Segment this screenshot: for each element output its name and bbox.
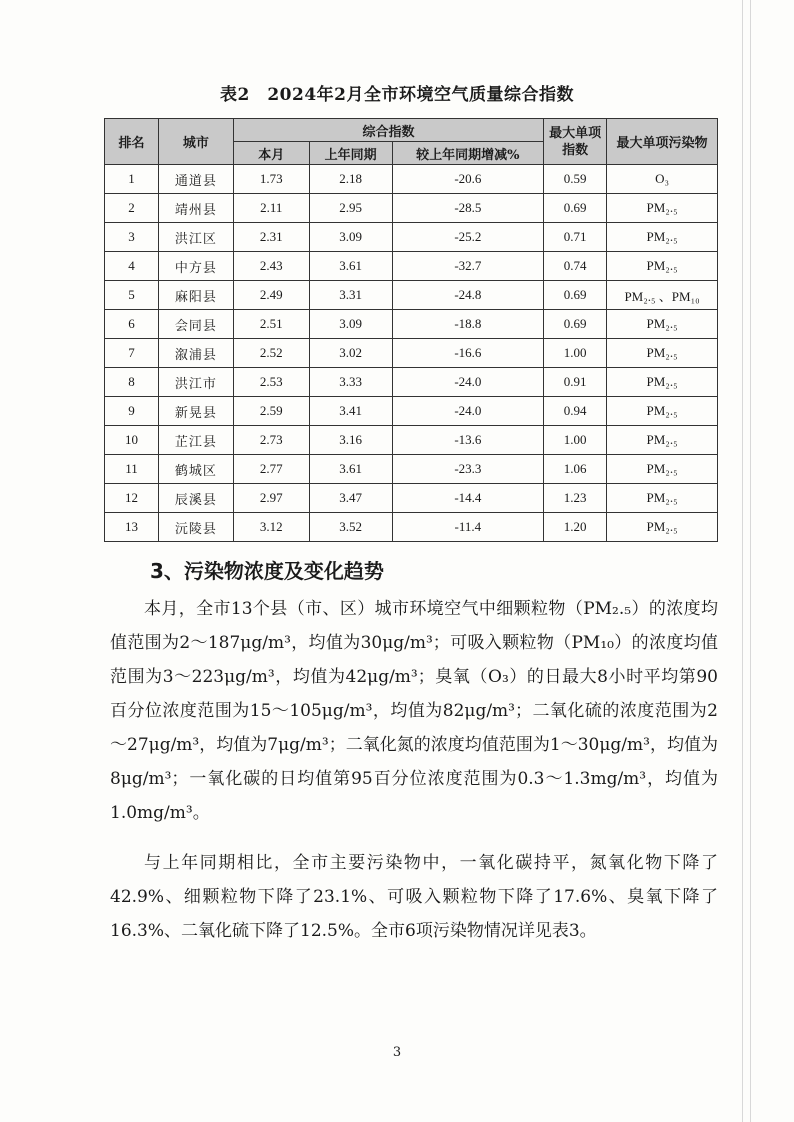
cell-change: -24.0 bbox=[392, 368, 544, 397]
cell-max-index: 0.91 bbox=[544, 368, 607, 397]
cell-change: -24.0 bbox=[392, 397, 544, 426]
cell-change: -13.6 bbox=[392, 426, 544, 455]
cell-current: 2.51 bbox=[233, 310, 309, 339]
cell-rank: 9 bbox=[105, 397, 159, 426]
cell-change: -24.8 bbox=[392, 281, 544, 310]
header-current: 本月 bbox=[233, 142, 309, 165]
header-max-pollutant: 最大单项污染物 bbox=[607, 119, 718, 165]
cell-max-index: 1.00 bbox=[544, 339, 607, 368]
cell-change: -32.7 bbox=[392, 252, 544, 281]
cell-current: 2.31 bbox=[233, 223, 309, 252]
section-heading: 3、污染物浓度及变化趋势 bbox=[150, 559, 384, 583]
cell-change: -18.8 bbox=[392, 310, 544, 339]
cell-city: 芷江县 bbox=[158, 426, 233, 455]
cell-pollutant: PM₂.₅ bbox=[607, 397, 718, 426]
cell-rank: 7 bbox=[105, 339, 159, 368]
cell-city: 鹤城区 bbox=[158, 455, 233, 484]
table-row bbox=[105, 310, 718, 339]
cell-max-index: 0.71 bbox=[544, 223, 607, 252]
cell-current: 2.52 bbox=[233, 339, 309, 368]
cell-max-index: 1.23 bbox=[544, 484, 607, 513]
header-city: 城市 bbox=[158, 119, 233, 165]
cell-pollutant: PM₂.₅ bbox=[607, 339, 718, 368]
table-row bbox=[105, 484, 718, 513]
table-body bbox=[105, 165, 718, 542]
cell-current: 2.77 bbox=[233, 455, 309, 484]
table-row bbox=[105, 339, 718, 368]
cell-max-index: 0.74 bbox=[544, 252, 607, 281]
cell-last-year: 3.41 bbox=[309, 397, 392, 426]
cell-pollutant: O₃ bbox=[607, 165, 718, 194]
cell-last-year: 2.95 bbox=[309, 194, 392, 223]
cell-change: -20.6 bbox=[392, 165, 544, 194]
cell-change: -28.5 bbox=[392, 194, 544, 223]
cell-city: 会同县 bbox=[158, 310, 233, 339]
cell-current: 3.12 bbox=[233, 513, 309, 542]
cell-city: 洪江区 bbox=[158, 223, 233, 252]
cell-current: 2.43 bbox=[233, 252, 309, 281]
cell-rank: 3 bbox=[105, 223, 159, 252]
cell-current: 2.97 bbox=[233, 484, 309, 513]
cell-max-index: 0.94 bbox=[544, 397, 607, 426]
cell-pollutant: PM₂.₅ bbox=[607, 252, 718, 281]
table-row bbox=[105, 368, 718, 397]
cell-last-year: 3.61 bbox=[309, 252, 392, 281]
cell-last-year: 3.09 bbox=[309, 223, 392, 252]
cell-change: -25.2 bbox=[392, 223, 544, 252]
cell-current: 2.49 bbox=[233, 281, 309, 310]
cell-city: 麻阳县 bbox=[158, 281, 233, 310]
cell-pollutant: PM₂.₅ bbox=[607, 223, 718, 252]
table-row bbox=[105, 252, 718, 281]
header-max-index: 最大单项指数 bbox=[544, 119, 607, 165]
cell-max-index: 1.06 bbox=[544, 455, 607, 484]
cell-rank: 12 bbox=[105, 484, 159, 513]
cell-rank: 1 bbox=[105, 165, 159, 194]
cell-last-year: 3.52 bbox=[309, 513, 392, 542]
cell-city: 通道县 bbox=[158, 165, 233, 194]
cell-last-year: 3.02 bbox=[309, 339, 392, 368]
air-quality-table bbox=[104, 118, 718, 542]
cell-pollutant: PM₂.₅ bbox=[607, 368, 718, 397]
table-row bbox=[105, 281, 718, 310]
paragraph: 本月，全市13个县（市、区）城市环境空气中细颗粒物（PM₂.₅）的浓度均值范围为2～187μg/m³，均值为30μg/m³；可吸入颗粒物（PM₁₀）的浓度均值范围为3～223μg/m³，均值为42μg/m³；臭氧（O₃）的日最大8小时平均第90百分位浓度范围为15～105μg/m³，均值为82μg/m³；二氧化硫的浓度范围为2～27μg/m³，均值为7μg/m³；二氧化氮的浓度均值范围为1～30μg/m³，均值为8μg/m³；一氧化碳的日均值第95百分位浓度范围为0.3～1.3mg/m³，均值为1.0mg/m³。 bbox=[110, 599, 718, 823]
cell-current: 1.73 bbox=[233, 165, 309, 194]
cell-rank: 2 bbox=[105, 194, 159, 223]
header-change: 较上年同期增减% bbox=[392, 142, 544, 165]
cell-max-index: 1.20 bbox=[544, 513, 607, 542]
table-row bbox=[105, 426, 718, 455]
cell-pollutant: PM₂.₅ bbox=[607, 513, 718, 542]
cell-city: 辰溪县 bbox=[158, 484, 233, 513]
cell-change: -14.4 bbox=[392, 484, 544, 513]
cell-rank: 4 bbox=[105, 252, 159, 281]
cell-city: 靖州县 bbox=[158, 194, 233, 223]
table-row bbox=[105, 223, 718, 252]
cell-city: 溆浦县 bbox=[158, 339, 233, 368]
paragraph: 与上年同期相比，全市主要污染物中，一氧化碳持平，氮氧化物下降了42.9%、细颗粒物下降了23.1%、可吸入颗粒物下降了17.6%、臭氧下降了16.3%、二氧化硫下降了12.5%。全市6项污染物情况详见表3。 bbox=[110, 853, 718, 941]
page-edge-line bbox=[750, 0, 751, 1122]
cell-rank: 5 bbox=[105, 281, 159, 310]
header-rank: 排名 bbox=[105, 119, 159, 165]
cell-pollutant: PM₂.₅ bbox=[607, 426, 718, 455]
cell-max-index: 0.69 bbox=[544, 194, 607, 223]
table-row bbox=[105, 397, 718, 426]
cell-last-year: 3.31 bbox=[309, 281, 392, 310]
cell-pollutant: PM₂.₅ bbox=[607, 455, 718, 484]
cell-max-index: 0.69 bbox=[544, 281, 607, 310]
cell-max-index: 0.69 bbox=[544, 310, 607, 339]
cell-city: 洪江市 bbox=[158, 368, 233, 397]
cell-last-year: 3.09 bbox=[309, 310, 392, 339]
cell-pollutant: PM₂.₅ 、PM₁₀ bbox=[607, 281, 718, 310]
cell-rank: 10 bbox=[105, 426, 159, 455]
header-composite: 综合指数 bbox=[233, 119, 543, 142]
cell-last-year: 3.61 bbox=[309, 455, 392, 484]
cell-current: 2.11 bbox=[233, 194, 309, 223]
table-row bbox=[105, 513, 718, 542]
cell-change: -11.4 bbox=[392, 513, 544, 542]
cell-pollutant: PM₂.₅ bbox=[607, 484, 718, 513]
page-number: 3 bbox=[392, 1045, 402, 1060]
cell-current: 2.73 bbox=[233, 426, 309, 455]
cell-pollutant: PM₂.₅ bbox=[607, 310, 718, 339]
cell-city: 中方县 bbox=[158, 252, 233, 281]
table-row bbox=[105, 455, 718, 484]
cell-max-index: 0.59 bbox=[544, 165, 607, 194]
cell-last-year: 3.47 bbox=[309, 484, 392, 513]
cell-pollutant: PM₂.₅ bbox=[607, 194, 718, 223]
cell-last-year: 3.33 bbox=[309, 368, 392, 397]
cell-last-year: 2.18 bbox=[309, 165, 392, 194]
table-row bbox=[105, 165, 718, 194]
cell-city: 沅陵县 bbox=[158, 513, 233, 542]
cell-change: -23.3 bbox=[392, 455, 544, 484]
cell-rank: 6 bbox=[105, 310, 159, 339]
cell-current: 2.59 bbox=[233, 397, 309, 426]
cell-last-year: 3.16 bbox=[309, 426, 392, 455]
header-last-year: 上年同期 bbox=[309, 142, 392, 165]
cell-rank: 11 bbox=[105, 455, 159, 484]
cell-max-index: 1.00 bbox=[544, 426, 607, 455]
cell-rank: 8 bbox=[105, 368, 159, 397]
cell-rank: 13 bbox=[105, 513, 159, 542]
page-edge-line bbox=[742, 0, 743, 1122]
table-row bbox=[105, 194, 718, 223]
cell-city: 新晃县 bbox=[158, 397, 233, 426]
table-title: 表2 2024年2月全市环境空气质量综合指数 bbox=[220, 85, 574, 105]
cell-change: -16.6 bbox=[392, 339, 544, 368]
cell-current: 2.53 bbox=[233, 368, 309, 397]
